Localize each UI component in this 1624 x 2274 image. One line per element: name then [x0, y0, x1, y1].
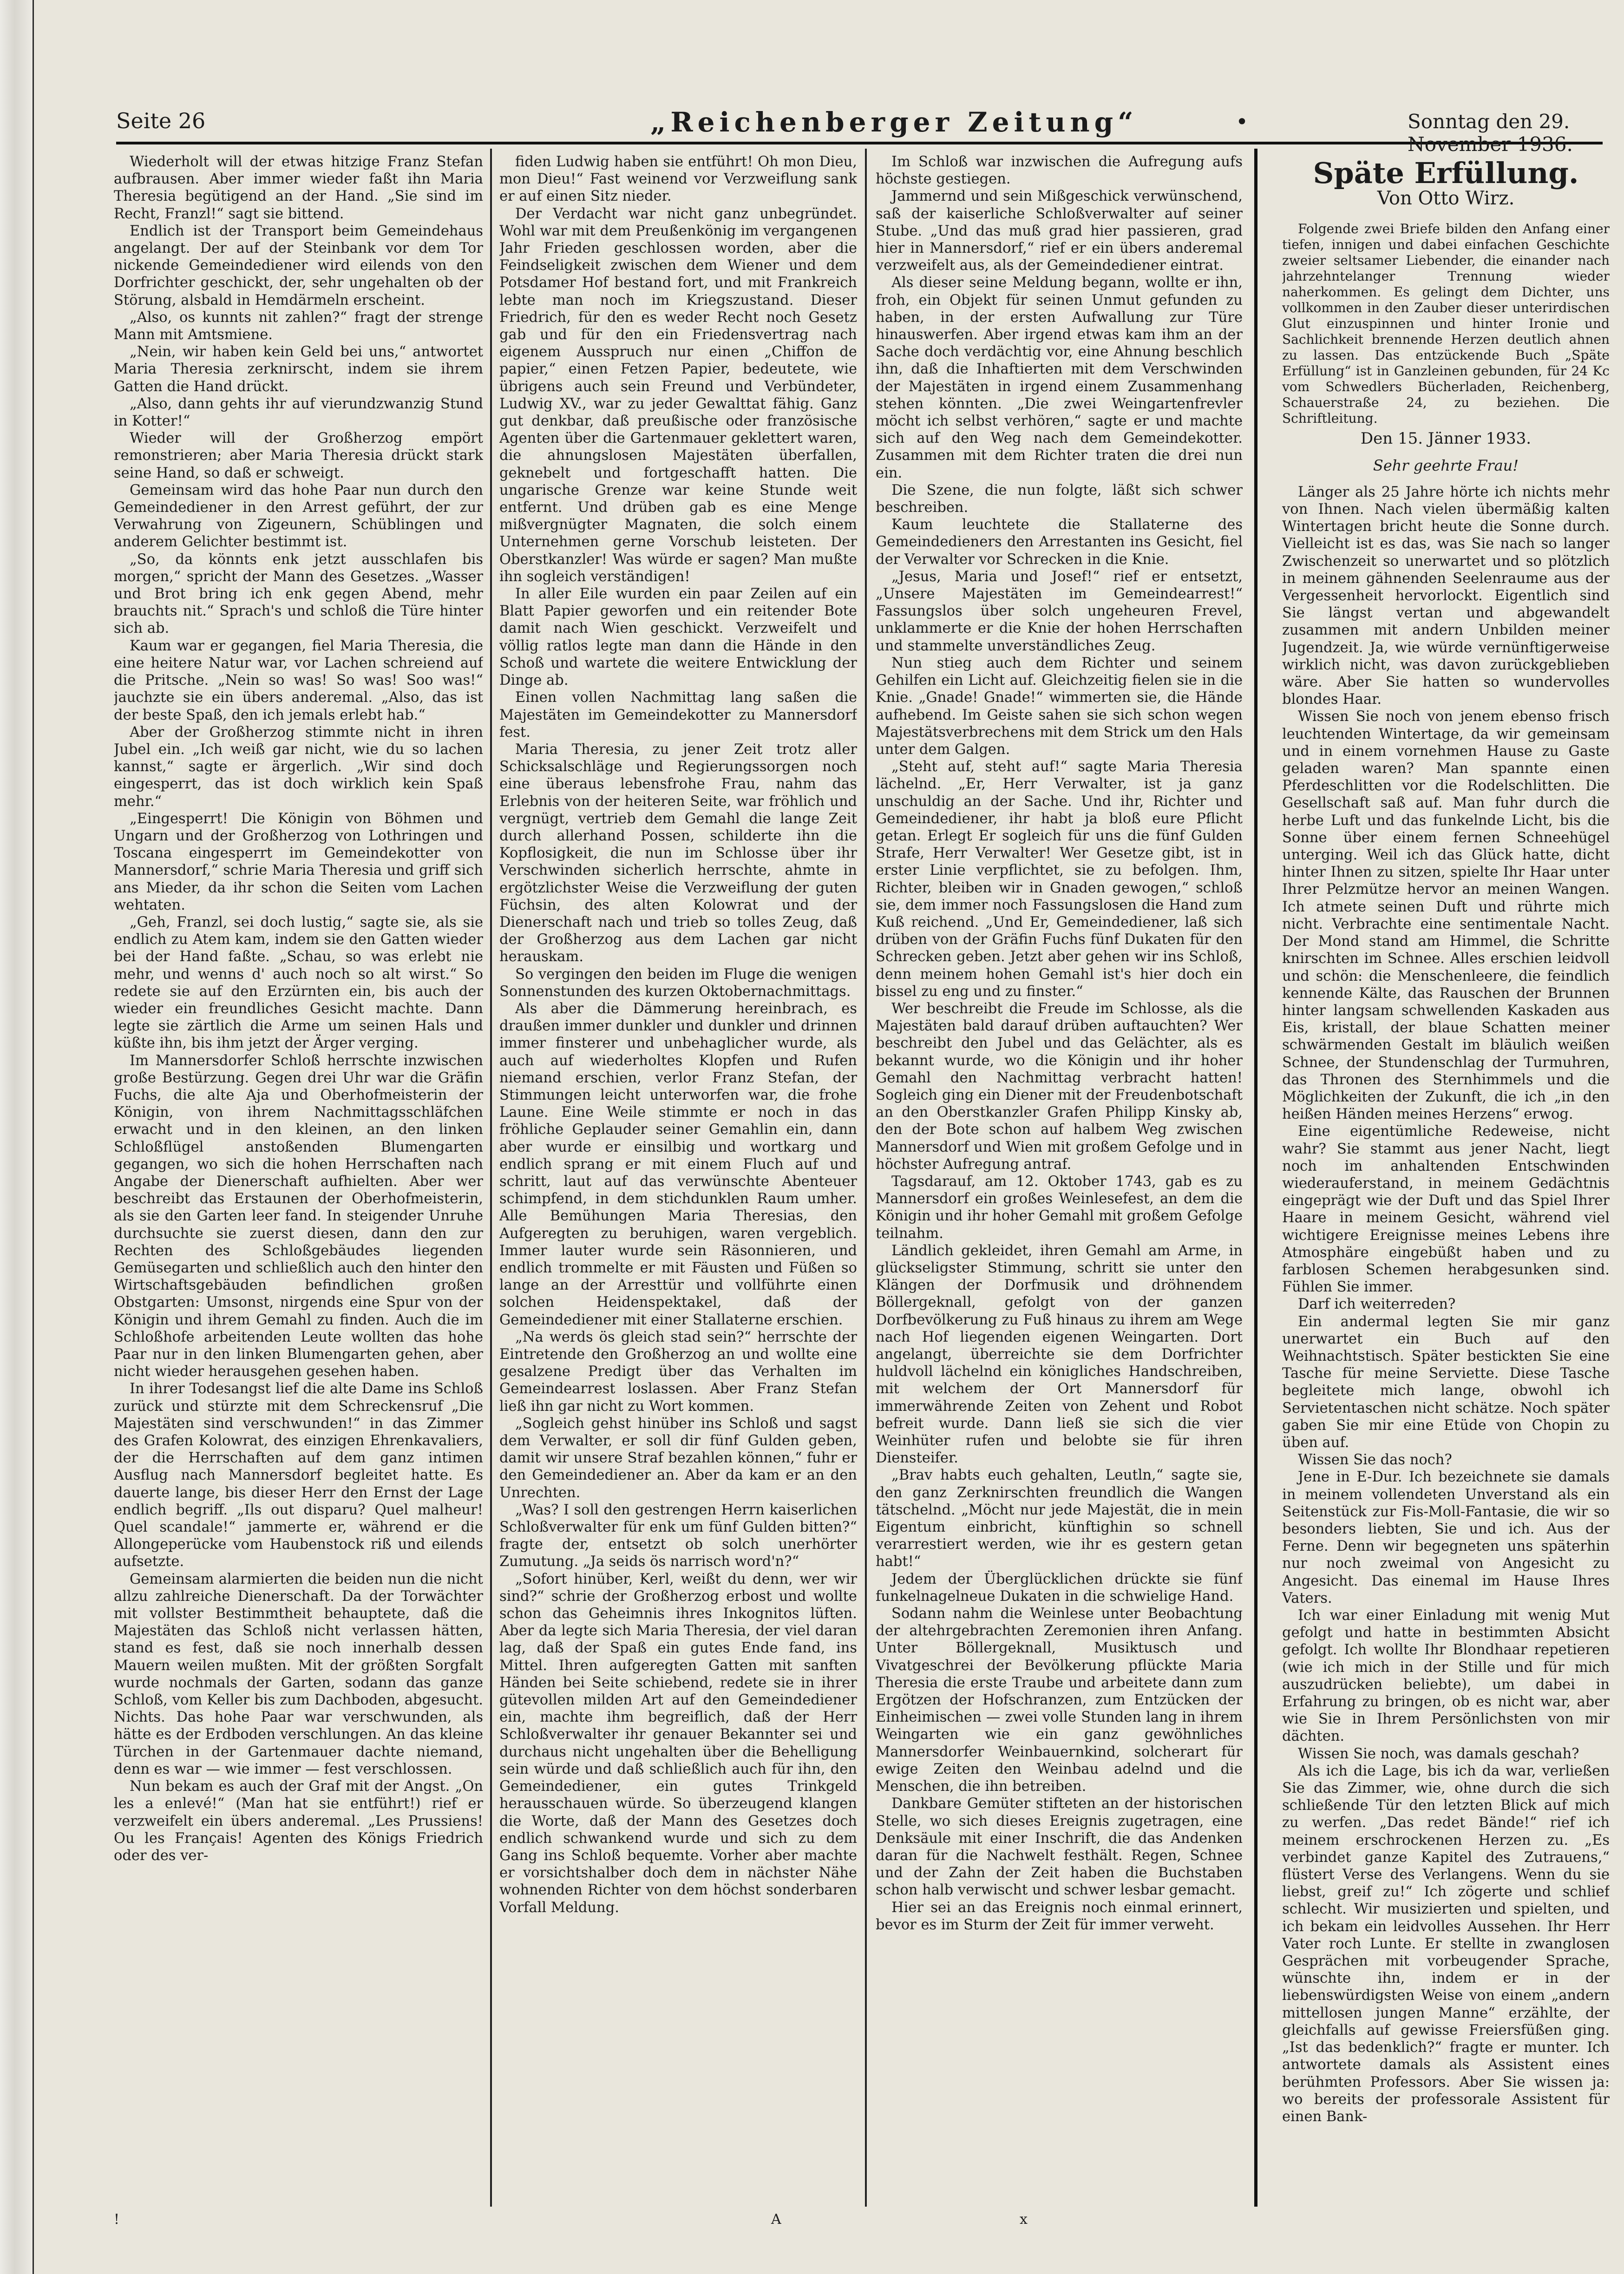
article-paragraph: Die Szene, die nun folgte, läßt sich schwer beschreiben.	[876, 482, 1243, 516]
story-title: Späte Erfüllung.	[1313, 156, 1579, 190]
article-paragraph: Jene in E-Dur. Ich bezeichnete sie damals in meinem vollendeten Unverstand als ein Seitenstück zur Fis-Moll-Fantasie, die wir so besonders liebten, Sie und ich. Aus der Ferne. Denn wir begegneten uns späterhin nur noch zweimal von Angesicht zu Angesicht. Das einemal im Hause Ihres Vaters.	[1282, 1469, 1610, 1606]
article-paragraph: „Eingesperrt! Die Königin von Böhmen und Ungarn und der Großherzog von Lothringen und Toscana eingesperrt im Gemeindekotter von Mannersdorf,“ schrie Maria Theresia und griff sich ans Mieder, da ihr schon die Seiten vom Lachen wehtaten.	[114, 810, 483, 913]
column-1	[114, 153, 483, 2216]
header-separator: •	[1236, 109, 1249, 134]
article-paragraph: fiden Ludwig haben sie entführt! Oh mon Dieu, mon Dieu!“ Fast weinend vor Verzweiflung sank er auf einen Sitz nieder.	[499, 154, 857, 205]
article-paragraph: Einen vollen Nachmittag lang saßen die Majestäten im Gemeindekotter zu Mannersdorf fest.	[499, 689, 857, 741]
article-paragraph: Als dieser seine Meldung begann, wollte er ihn, froh, ein Objekt für seinen Unmut gefunden zu haben, in der ersten Aufwallung zur Türe hinauswerfen. Aber irgend etwas kam ihm an der Sache doch verdächtig vor, eine Ahnung beschlich ihn, daß die Inhaftierten mit dem Verschwinden der Majestäten in irgend einem Zusammenhang stehen könnten. „Die zwei Weingartenfrevler möcht ich selbst verhören,“ sagte er und machte sich auf den Weg nach dem Gemeindekotter. Zusammen mit dem Richter traten die drei nun ein.	[876, 275, 1243, 481]
article-paragraph: Länger als 25 Jahre hörte ich nichts mehr von Ihnen. Nach vielen übermäßig kalten Wintertagen bricht heute die Sonne durch. Vielleicht ist es das, was Sie nach so langer Zwischenzeit so unerwartet und so plötzlich in meinem gähnenden Seelenraume aus der Vergessenheit hervorlockt. Eigentlich sind Sie längst vertan und abgewandelt zusammen mit andern Unbilden meiner Jugendzeit. Ja, wie würde vernünftigerweise wirklich nicht, was davon zurückgeblieben wäre. Aber Sie hatten so wundervolles blondes Haar.	[1282, 484, 1610, 708]
column-4	[1282, 153, 1610, 2216]
column-rule	[490, 149, 492, 2207]
article-paragraph: Im Mannersdorfer Schloß herrschte inzwischen große Bestürzung. Gegen drei Uhr war die Gräfin Fuchs, die alte Aja und Oberhofmeisterin der Königin, von ihrem Nachmittagsschläfchen erwacht und in den kleinen, an den linken Schloßflügel anstoßenden Blumengarten gegangen, wo sich die hohen Herrschaften nach Angabe der Dienerschaft aufhielten. Aber wer beschreibt das Erstaunen der Oberhofmeisterin, als sie den Garten leer fand. In steigender Unruhe durchsuchte sie zuerst diesen, dann den zur Rechten des Schloßgebäudes liegenden Gemüsegarten und schließlich auch den hinter den Wirtschaftsgebäuden befindlichen großen Obstgarten: Umsonst, nirgends eine Spur von der Königin und ihrem Gemahl zu finden. Auch die im Schloßhofe arbeitenden Leute wollten das hohe Paar nur in den linken Blumengarten gehen, aber nicht wieder herausgehen gesehen haben.	[114, 1052, 483, 1380]
article-paragraph: Kaum leuchtete die Stallaterne des Gemeindedieners den Arrestanten ins Gesicht, fiel der Verwalter vor Schrecken in die Knie.	[876, 517, 1243, 568]
article-paragraph: In ihrer Todesangst lief die alte Dame ins Schloß zurück und stürzte mit dem Schreckensruf „Die Majestäten sind verschwunden!“ in das Zimmer des Grafen Kolowrat, des einzigen Ehrenkavaliers, der die Herrschaften auf dem ganz intimen Ausflug nach Mannersdorf begleitet hatte. Es dauerte lange, bis dieser Herr den Ernst der Lage endlich begriff. „Ils out disparu? Quel malheur! Quel scandale!“ jammerte er, während er die Allongeperücke vom Haubenstock riß und eilends aufsetzte.	[114, 1381, 483, 1570]
article-paragraph: Ländlich gekleidet, ihren Gemahl am Arme, in glückseligster Stimmung, schritt sie unter den Klängen der Dorfmusik und dröhnendem Böllergeknall, gefolgt von der ganzen Dorfbevölkerung zu Fuß hinaus zu ihrem am Wege nach Hof liegenden eigenen Weingarten. Dort angelangt, überreichte sie dem Dorfrichter huldvoll lächelnd ein königliches Handschreiben, mit welchem der Ort Mannersdorf für immerwährende Zeiten von Zehent und Robot befreit wurde. Dann ließ sie sich die vier Weinhüter rufen und belobte sie für ihren Diensteifer.	[876, 1242, 1243, 1467]
letter-date: Den 15. Jänner 1933.	[1360, 429, 1532, 448]
article-paragraph: In aller Eile wurden ein paar Zeilen auf ein Blatt Papier geworfen und ein reitender Bote damit nach Wien geschickt. Verzweifelt und völlig ratlos legte man dann die Hände in den Schoß und wartete die weitere Entwicklung der Dinge ab.	[499, 586, 857, 689]
issue-date: Sonntag den 29. November 1936.	[1408, 110, 1573, 156]
article-paragraph: „Geh, Franzl, sei doch lustig,“ sagte sie, als sie endlich zu Atem kam, indem sie den Gatten wieder bei der Hand faßte. „Schau, so was erlebt nie mehr, und wenns d' auch noch so alt wirst.“ So redete sie auf den Erzürnten ein, bis auch der wieder ein freundliches Gesicht machte. Dann legte sie zärtlich die Arme um seinen Hals und küßte ihn, bis ihm jetzt der Ärger verging.	[114, 914, 483, 1052]
article-paragraph: Ich war einer Einladung mit wenig Mut gefolgt und hatte in bestimmten Absicht gefolgt. Ich wollte Ihr Blondhaar repetieren (wie ich mich in der Stille und für mich auszudrücken beliebte), um dabei in Erfahrung zu bringen, ob es nicht war, aber wie Sie in Ihrem Persönlichsten von mir dächten.	[1282, 1607, 1610, 1745]
footer-mark: A	[771, 2211, 781, 2228]
column-rule	[865, 149, 867, 2207]
editorial-note: Folgende zwei Briefe bilden den Anfang einer tiefen, innigen und dabei einfachen Geschichte zweier seltsamer Liebender, die einander nach jahrzehntelanger Trennung wieder naherkommen. Es gelingt dem Dichter, uns vollkommen in den Zauber dieser unterirdischen Glut einzuspinnen und hinter Ironie und Sachlichkeit brennende Herzen deutlich ahnen zu lassen. Das entzückende Buch „Späte Erfüllung“ ist in Ganzleinen gebunden, für 24 Kc vom Schwedlers Bücherladen, Reichenberg, Schauerstraße 24, zu beziehen. Die Schriftleitung.	[1282, 221, 1610, 426]
article-paragraph: Wiederholt will der etwas hitzige Franz Stefan aufbrausen. Aber immer wieder faßt ihn Maria Theresia begütigend an der Hand. „Sie sind im Recht, Franzl!“ sagt sie bittend.	[114, 154, 483, 222]
article-paragraph: „Was? I soll den gestrengen Herrn kaiserlichen Schloßverwalter für enk um fünf Gulden bitten?“ fragte der, entsetzt ob solch unerhörter Zumutung. „Ja seids ös narrisch word'n?“	[499, 1501, 857, 1570]
article-paragraph: „Brav habts euch gehalten, Leutln,“ sagte sie, den ganz Zerknirschten freundlich die Wangen tätschelnd. „Möcht nur jede Majestät, die in mein Eigentum einbricht, künftighin so schnell verarrestiert werden, wie ihr es gestern getan habt!“	[876, 1467, 1243, 1570]
article-paragraph: „Sofort hinüber, Kerl, weißt du denn, wer wir sind?“ schrie der Großherzog erbost und wollte schon das Geheimnis ihres Inkognitos lüften. Aber da legte sich Maria Theresia, der viel daran lag, daß der Spaß ein gutes Ende fand, ins Mittel. Ihren aufgeregten Gatten mit sanften Händen bei Seite schiebend, redete sie in ihrer gütevollen milden Art auf den Gemeindediener ein, machte ihm begreiflich, daß der Herr Schloßverwalter ihr genauer Bekannter sei und durchaus nicht ungehalten über die Behelligung sein würde und daß schließlich auch für ihn, den Gemeindediener, ein gutes Trinkgeld herausschauen würde. So überzeugend klangen die Worte, daß der Mann des Gesetzes doch endlich schwankend wurde und sich zu dem Gang ins Schloß bequemte. Vorher aber machte er vorsichtshalber doch dem in nächster Nähe wohnenden Richter von dem höchst sonderbaren Vorfall Meldung.	[499, 1571, 857, 1916]
article-paragraph: Ein andermal legten Sie mir ganz unerwartet ein Buch auf den Weihnachtstisch. Später bestickten Sie eine Tasche für meine Serviette. Diese Tasche begleitete mich lange, obwohl ich Servietentaschen nicht schätze. Noch später gaben Sie mir eine Etüde von Chopin zu üben auf.	[1282, 1313, 1610, 1451]
newspaper-title: „Reichenberger Zeitung“	[650, 106, 1138, 138]
article-paragraph: Hier sei an das Ereignis noch einmal erinnert, bevor es im Sturm der Zeit für immer verweht.	[876, 1899, 1243, 1933]
letter-greeting: Sehr geehrte Frau!	[1373, 456, 1519, 474]
article-paragraph: Darf ich weiterreden?	[1298, 1296, 1456, 1313]
page-number: Seite 26	[116, 108, 206, 133]
page-binding-edge	[0, 0, 34, 2274]
article-paragraph: Sodann nahm die Weinlese unter Beobachtung der altehrgebrachten Zeremonien ihren Anfang. Unter Böllergeknall, Musiktusch und Vivatgeschrei der Bevölkerung pflückte Maria Theresia die erste Traube und arbeitete dann zum Ergötzen der Hofschranzen, zum Entzücken der Einheimischen — zwei volle Stunden lang in ihrem Weingarten wie ein ganz gewöhnliches Mannersdorfer Weinbauernkind, solcherart für ewige Zeiten den Weinbau adelnd und die Menschen, die ihn betreiben.	[876, 1606, 1243, 1795]
column-rule	[1254, 149, 1257, 2207]
article-paragraph: „Sogleich gehst hinüber ins Schloß und sagst dem Verwalter, er soll dir fünf Gulden geben, damit wir unsere Straf bezahlen können,“ fuhr er den Gemeindediener an. Aber da kam er an den Unrechten.	[499, 1415, 857, 1501]
article-paragraph: Wer beschreibt die Freude im Schlosse, als die Majestäten bald darauf drüben auftauchten? Wer beschreibt den Jubel und das Gelächter, als es bekannt wurde, wo die Königin und ihr hoher Gemahl den Nachmittag verbracht hatten! Sogleich ging ein Diener mit der Freudenbotschaft an den Oberstkanzler Grafen Philipp Kinsky ab, den der Bote schon auf halbem Weg zwischen Mannersdorf und Wien mit großem Gefolge und in höchster Aufregung antraf.	[876, 1000, 1243, 1173]
article-paragraph: Jedem der Überglücklichen drückte sie fünf funkelnagelneue Dukaten in die schwielige Hand.	[876, 1571, 1243, 1605]
article-paragraph: Wissen Sie das noch?	[1298, 1452, 1452, 1468]
article-paragraph: Jammernd und sein Mißgeschick verwünschend, saß der kaiserliche Schloßverwalter auf seiner Stube. „Und das muß grad hier passieren, grad hier in Mannersdorf,“ rief er ein übers anderemal verzweifelt aus, als der Gemeindediener eintrat.	[876, 188, 1243, 274]
article-paragraph: Endlich ist der Transport beim Gemeindehaus angelangt. Der auf der Steinbank vor dem Tor nickende Gemeindediener wird eilends von den Dorfrichter geschickt, der, sehr ungehalten ob der Störung, alsbald in Hemdärmeln erscheint.	[114, 223, 483, 308]
article-paragraph: Dankbare Gemüter stifteten an der historischen Stelle, wo sich dieses Ereignis zugetragen, eine Denksäule mit einer Inschrift, die das Andenken daran für die Nachwelt festhält. Regen, Schnee und der Zahn der Zeit haben die Buchstaben schon halb verwischt und schwer lesbar gemacht.	[876, 1796, 1243, 1899]
article-paragraph: Tagsdarauf, am 12. Oktober 1743, gab es zu Mannersdorf ein großes Weinlesefest, an dem die Königin und ihr hoher Gemahl mit großem Gefolge teilnahm.	[876, 1173, 1243, 1242]
article-paragraph: „Steht auf, steht auf!“ sagte Maria Theresia lächelnd. „Er, Herr Verwalter, ist ja ganz unschuldig an der Sache. Und ihr, Richter und Gemeindediener, ihr habt ja bloß eure Pflicht getan. Erlegt Er sogleich für uns die fünf Gulden Strafe, Herr Verwalter! Wer Gesetze gibt, ist in erster Linie verpflichtet, sie zu befolgen. Ihm, Richter, bleiben wir in Gnaden gewogen,“ schloß sie, dem immer noch Fassungslosen die Hand zum Kuß reichend. „Und Er, Gemeindediener, laß sich drüben von der Gräfin Fuchs fünf Dukaten für den Schrecken geben. Jetzt aber gehen wir ins Schloß, denn meinem hohen Gemahl ist's hier doch ein bissel zu eng und zu finster.“	[876, 759, 1243, 1000]
article-paragraph: Aber der Großherzog stimmte nicht in ihren Jubel ein. „Ich weiß gar nicht, wie du so lachen kannst,“ sagte er ärgerlich. „Wir sind doch eingesperrt, das ist doch wirklich kein Spaß mehr.“	[114, 724, 483, 810]
article-paragraph: Der Verdacht war nicht ganz unbegründet. Wohl war mit dem Preußenkönig im vergangenen Jahr Frieden geschlossen worden, aber die Feindseligkeit zwischen dem Wiener und dem Potsdamer Hof bestand fort, und mit Frankreich lebte man noch im Kriegszustand. Dieser Friedrich, für den es weder Recht noch Gesetz gab und für den ein Friedensvertrag nach eigenem Ausspruch nur einen „Chiffon de papier,“ einen Fetzen Papier, bedeutete, wie übrigens auch sein Freund und Verbündeter, Ludwig XV., war zu jeder Gewalttat fähig. Ganz gut denkbar, daß preußische oder französische Agenten über die Gartenmauer geklettert waren, die ahnungslosen Majestäten überfallen, geknebelt und fortgeschafft hatten. Die ungarische Grenze war keine Stunde weit entfernt. Und drüben gab es eine Menge mißvergnügter Magnaten, die solch einem Unternehmen gerne Vorschub leisteten. Der Oberstkanzler! Was würde er sagen? Man mußte ihn sogleich verständigen!	[499, 205, 857, 585]
article-paragraph: „Na werds ös gleich stad sein?“ herrschte der Eintretende den Großherzog an und wollte eine gesalzene Predigt über das Verhalten im Gemeindearrest loslassen. Aber Franz Stefan ließ ihn gar nicht zu Wort kommen.	[499, 1329, 857, 1415]
article-paragraph: Maria Theresia, zu jener Zeit trotz aller Schicksalschläge und Regierungssorgen noch eine überaus lebensfrohe Frau, nahm das Erlebnis von der heiteren Seite, war fröhlich und vergnügt, vertrieb dem Gemahl die lange Zeit durch allerhand Possen, schilderte ihn die Kopflosigkeit, die nun im Schlosse über ihr Verschwinden sicherlich herrschte, ahmte in ergötzlichster Weise die Verzweiflung der guten Füchsin, des alten Kolowrat und der Dienerschaft nach und trieb so tolles Zeug, daß der Großherzog aus dem Lachen gar nicht herauskam.	[499, 741, 857, 965]
article-paragraph: Wieder will der Großherzog empört remonstrieren; aber Maria Theresia drückt stark seine Hand, so daß er schweigt.	[114, 430, 483, 481]
story-byline: Von Otto Wirz.	[1377, 188, 1515, 210]
article-paragraph: Als aber die Dämmerung hereinbrach, es draußen immer dunkler und dunkler und drinnen immer finsterer und unbehaglicher wurde, als auch auf wiederholtes Klopfen und Rufen niemand erschien, verlor Franz Stefan, der Stimmungen leicht unterworfen war, die frohe Laune. Eine Weile stimmte er noch in das fröhliche Geplauder seiner Gemahlin ein, dann aber wurde er einsilbig und wortkarg und endlich sprang er mit einem Fluch auf und schritt, laut auf das verwünschte Abenteuer schimpfend, in dem stichdunklen Raum umher. Alle Bemühungen Maria Theresias, den Aufgeregten zu beruhigen, waren vergeblich. Immer lauter wurde sein Räsonnieren, und endlich trommelte er mit Fäusten und Füßen so lange an der Arresttür und vollführte einen solchen Heidenspektakel, daß der Gemeindediener mit einer Stallaterne erschien.	[499, 1000, 857, 1328]
article-paragraph: „Also, dann gehts ihr auf vierundzwanzig Stund in Kotter!“	[114, 395, 483, 430]
article-paragraph: Wissen Sie noch von jenem ebenso frisch leuchtenden Wintertage, da wir gemeinsam und in einem vornehmen Hause zu Gaste geladen waren? Man spannte einen Pferdeschlitten vor die Rodelschlitten. Die Gesellschaft saß auf. Man fuhr durch die herbe Luft und das funkelnde Licht, bis die Sonne über einem fernen Schneehügel unterging. Weil ich das Glück hatte, dicht hinter Ihnen zu sitzen, spielte Ihr Haar unter Ihrer Pelzmütze hervor an meinen Wangen. Ich atmete seinen Duft und rührte mich nicht. Verbrachte eine sentimentale Nacht. Der Mond stand am Himmel, die Schritte knirschten im Schnee. Alles erschien leidvoll und schön: die Menschenleere, die feindlich kennende Kälte, das Rauschen der Brunnen hinter langsam schwellenden Kaskaden aus Eis, kristall, der blaue Schatten meiner schwärmenden Gestalt im bläulich weißen Schnee, der Stundenschlag der Turmuhren, das Thronen des Sternhimmels und die Möglichkeiten der Zukunft, die ich „in den heißen Händen meines Herzens“ erwog.	[1282, 708, 1610, 1123]
column-3	[876, 153, 1243, 2216]
article-paragraph: So vergingen den beiden im Fluge die wenigen Sonnenstunden des kurzen Oktobernachmittags.	[499, 966, 857, 1000]
article-paragraph: Gemeinsam alarmierten die beiden nun die nicht allzu zahlreiche Dienerschaft. Da der Torwächter mit vollster Bestimmtheit behauptete, daß die Majestäten das Schloß nicht verlassen hätten, stand es fest, daß sie noch innerhalb dessen Mauern weilen mußten. Mit der größten Sorgfalt wurde nochmals der Garten, sodann das ganze Schloß, vom Keller bis zum Dachboden, abgesucht. Nichts. Das hohe Paar war verschwunden, als hätte es der Erdboden verschlungen. An das kleine Türchen in der Gartenmauer dachte niemand, denn es war — wie immer — fest verschlossen.	[114, 1571, 483, 1777]
article-paragraph: Nun bekam es auch der Graf mit der Angst. „On les a enlevé!“ (Man hat sie entführt!) rief er verzweifelt ein übers anderemal. „Les Prussiens! Ou les Français! Agenten des Königs Friedrich oder des ver-	[114, 1778, 483, 1864]
column-2	[499, 153, 857, 2216]
letter-body	[1282, 484, 1610, 2125]
footer-mark: x	[1020, 2211, 1028, 2228]
footer-mark: !	[114, 2211, 120, 2228]
article-paragraph: „So, da könnts enk jetzt ausschlafen bis morgen,“ spricht der Mann des Gesetzes. „Wasser und Brot bring ich enk gegen Abend, mehr brauchts nit.“ Sprach's und schloß die Türe hinter sich ab.	[114, 551, 483, 637]
article-paragraph: Gemeinsam wird das hohe Paar nun durch den Gemeindediener in den Arrest geführt, der zur Verwahrung von Zigeunern, Schüblingen und anderem Gelichter bestimmt ist.	[114, 482, 483, 550]
article-paragraph: Wissen Sie noch, was damals geschah?	[1298, 1745, 1579, 1762]
article-paragraph: Im Schloß war inzwischen die Aufregung aufs höchste gestiegen.	[876, 154, 1243, 188]
article-paragraph: Eine eigentümliche Redeweise, nicht wahr? Sie stammt aus jener Nacht, liegt noch im anhaltenden Entschwinden wiederauferstand, in meinem Gedächtnis eingeprägt wie der Duft und das Spiel Ihrer Haare in meinem Gesicht, während viel wichtigere Ereignisse meines Lebens ihre Atmosphäre eingebüßt haben und zu farblosen Schemen herabgesunken sind. Fühlen Sie immer.	[1282, 1123, 1610, 1296]
page-header	[116, 105, 1603, 156]
article-paragraph: Als ich die Lage, bis ich da war, verließen Sie das Zimmer, wie, ohne durch die sich schließende Tür den letzten Blick auf mich zu werfen. „Das redet Bände!“ rief ich meinem erschrockenen Herzen zu. „Es verbindet ganze Kapitel des Zutrauens,“ flüstert Verse des Verlangens. Wenn du sie liebst, greif zu!“ Ich zögerte und schlief schlecht. Wir musizierten und spielten, und ich bekam ein leidvolles Aussehen. Ihr Herr Vater roch Lunte. Er stellte in zwanglosen Gesprächen mit vorbeugender Sprache, wünschte ihn, indem er in der liebenswürdigsten Weise von einem „andern mittellosen jungen Manne“ erzählte, der gleichfalls auf gewisse Freiersfüßen ging. „Ist das bedenklich?“ fragte er munter. Ich antwortete damals als Assistent eines berühmten Professors. Aber Sie wissen ja: wo bereits der professorale Assistent für einen Bank-	[1282, 1763, 1610, 2125]
article-paragraph: Nun stieg auch dem Richter und seinem Gehilfen ein Licht auf. Gleichzeitig fielen sie in die Knie. „Gnade! Gnade!“ wimmerten sie, die Hände aufhebend. Im Geiste sahen sie sich schon wegen Majestätsverbrechens mit dem Strick um den Hals unter dem Galgen.	[876, 655, 1243, 758]
article-paragraph: „Jesus, Maria und Josef!“ rief er entsetzt, „Unsere Majestäten im Gemeindearrest!“ Fassungslos über solch ungeheuren Frevel, unklammerte er die Knie der hohen Herrschaften und stammelte unverständliches Zeug.	[876, 568, 1243, 654]
article-paragraph: Kaum war er gegangen, fiel Maria Theresia, die eine heitere Natur war, vor Lachen schreiend auf die Pritsche. „Nein so was! So was! Soo was!“ jauchzte sie ein übers anderemal. „Also, das ist der beste Spaß, den ich jemals erlebt hab.“	[114, 637, 483, 723]
article-paragraph: „Also, os kunnts nit zahlen?“ fragt der strenge Mann mit Amtsmiene.	[114, 309, 483, 343]
article-paragraph: „Nein, wir haben kein Geld bei uns,“ antwortet Maria Theresia zerknirscht, indem sie ihrem Gatten die Hand drückt.	[114, 344, 483, 395]
